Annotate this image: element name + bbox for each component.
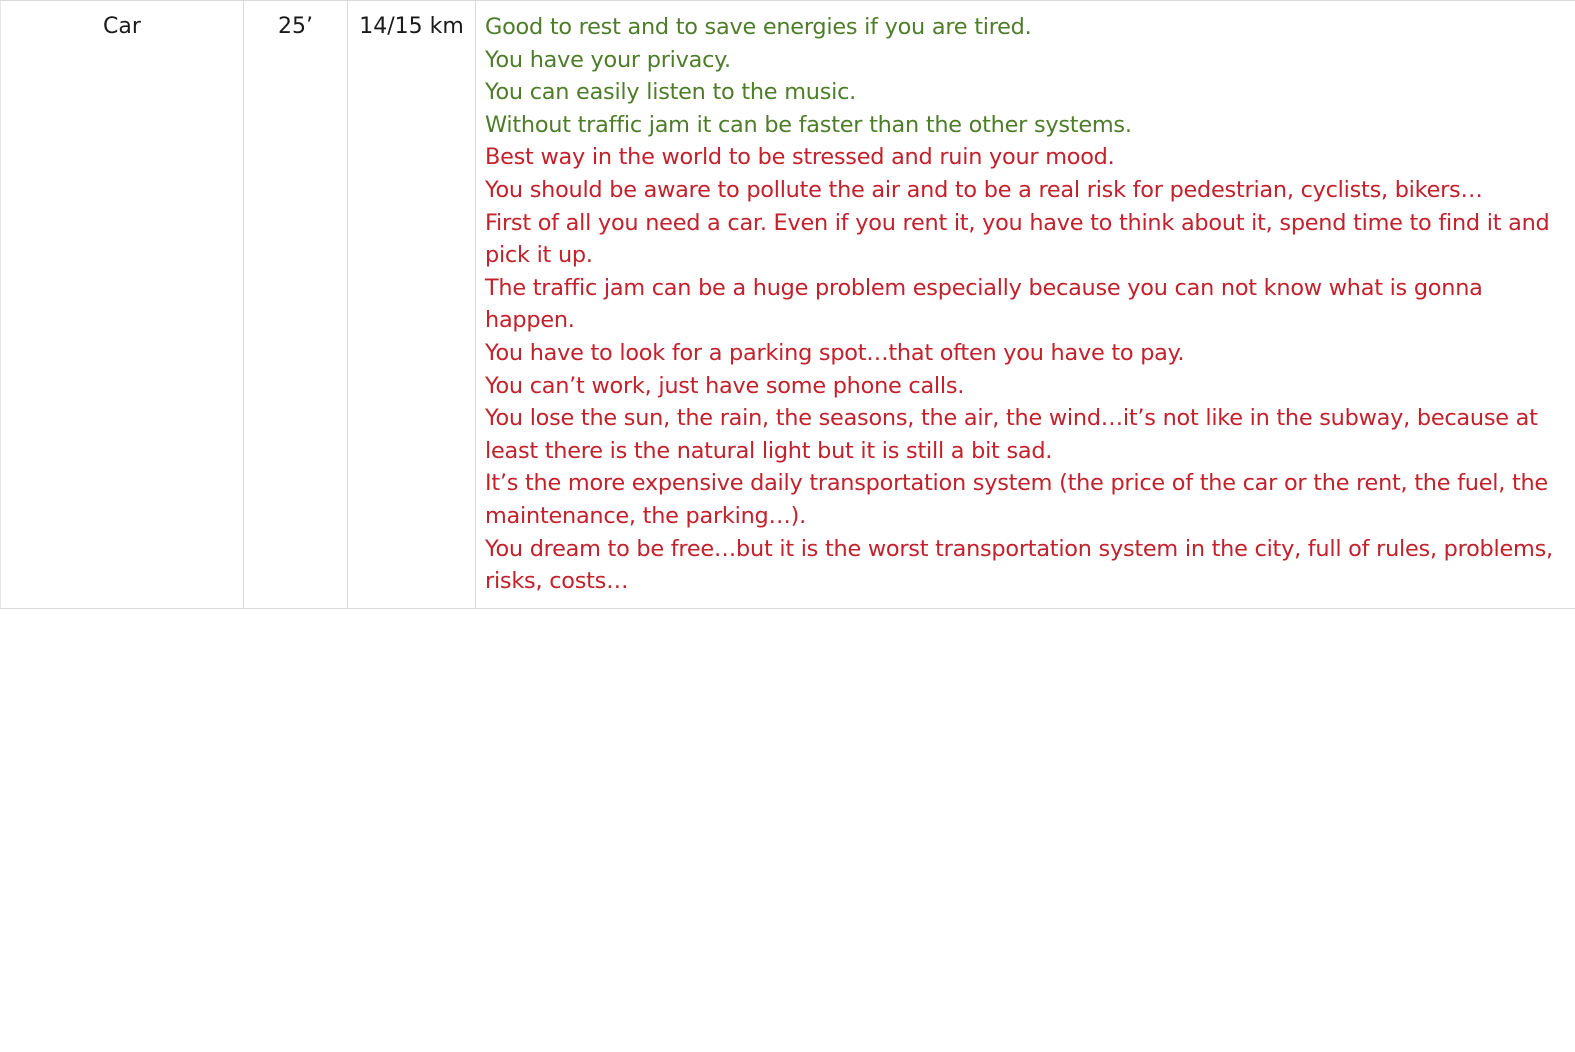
pro-note: You can easily listen to the music. — [485, 79, 857, 106]
mode-cell: Car — [1, 1, 244, 608]
pro-note: Without traffic jam it can be faster than the other systems. — [485, 111, 1132, 138]
table-row — [1, 1, 1575, 608]
pro-note: Good to rest and to save energies if you are tired. — [485, 14, 1032, 40]
con-note: Best way in the world to be stressed and ruin your mood. — [485, 144, 1115, 171]
con-note: The traffic jam can be a huge problem especially because you can not know what is gonna happen. — [485, 274, 1483, 334]
con-note: You can’t work, just have some phone calls. — [485, 372, 965, 399]
distance-cell: 14/15 km — [348, 1, 476, 608]
pro-note: You have your privacy. — [485, 46, 731, 73]
con-note: First of all you need a car. Even if you rent it, you have to think about it, spend time to find it and pick it up. — [485, 209, 1550, 269]
time-cell: 25’ — [244, 1, 348, 608]
con-note: You dream to be free…but it is the worst transportation system in the city, full of rules, problems, risks, costs… — [485, 535, 1553, 595]
comparison-table-grid — [0, 1, 1575, 608]
notes-cell — [476, 1, 1575, 608]
con-note: It’s the more expensive daily transportation system (the price of the car or the rent, the fuel, the maintenance, the parking…). — [485, 470, 1548, 529]
con-note: You have to look for a parking spot…that often you have to pay. — [485, 339, 1185, 366]
con-note: You should be aware to pollute the air and to be a real risk for pedestrian, cyclists, bikers… — [485, 176, 1483, 203]
con-note: You lose the sun, the rain, the seasons, the air, the wind…it’s not like in the subway, because at least there is the natural light but it is still a bit sad. — [485, 405, 1538, 464]
